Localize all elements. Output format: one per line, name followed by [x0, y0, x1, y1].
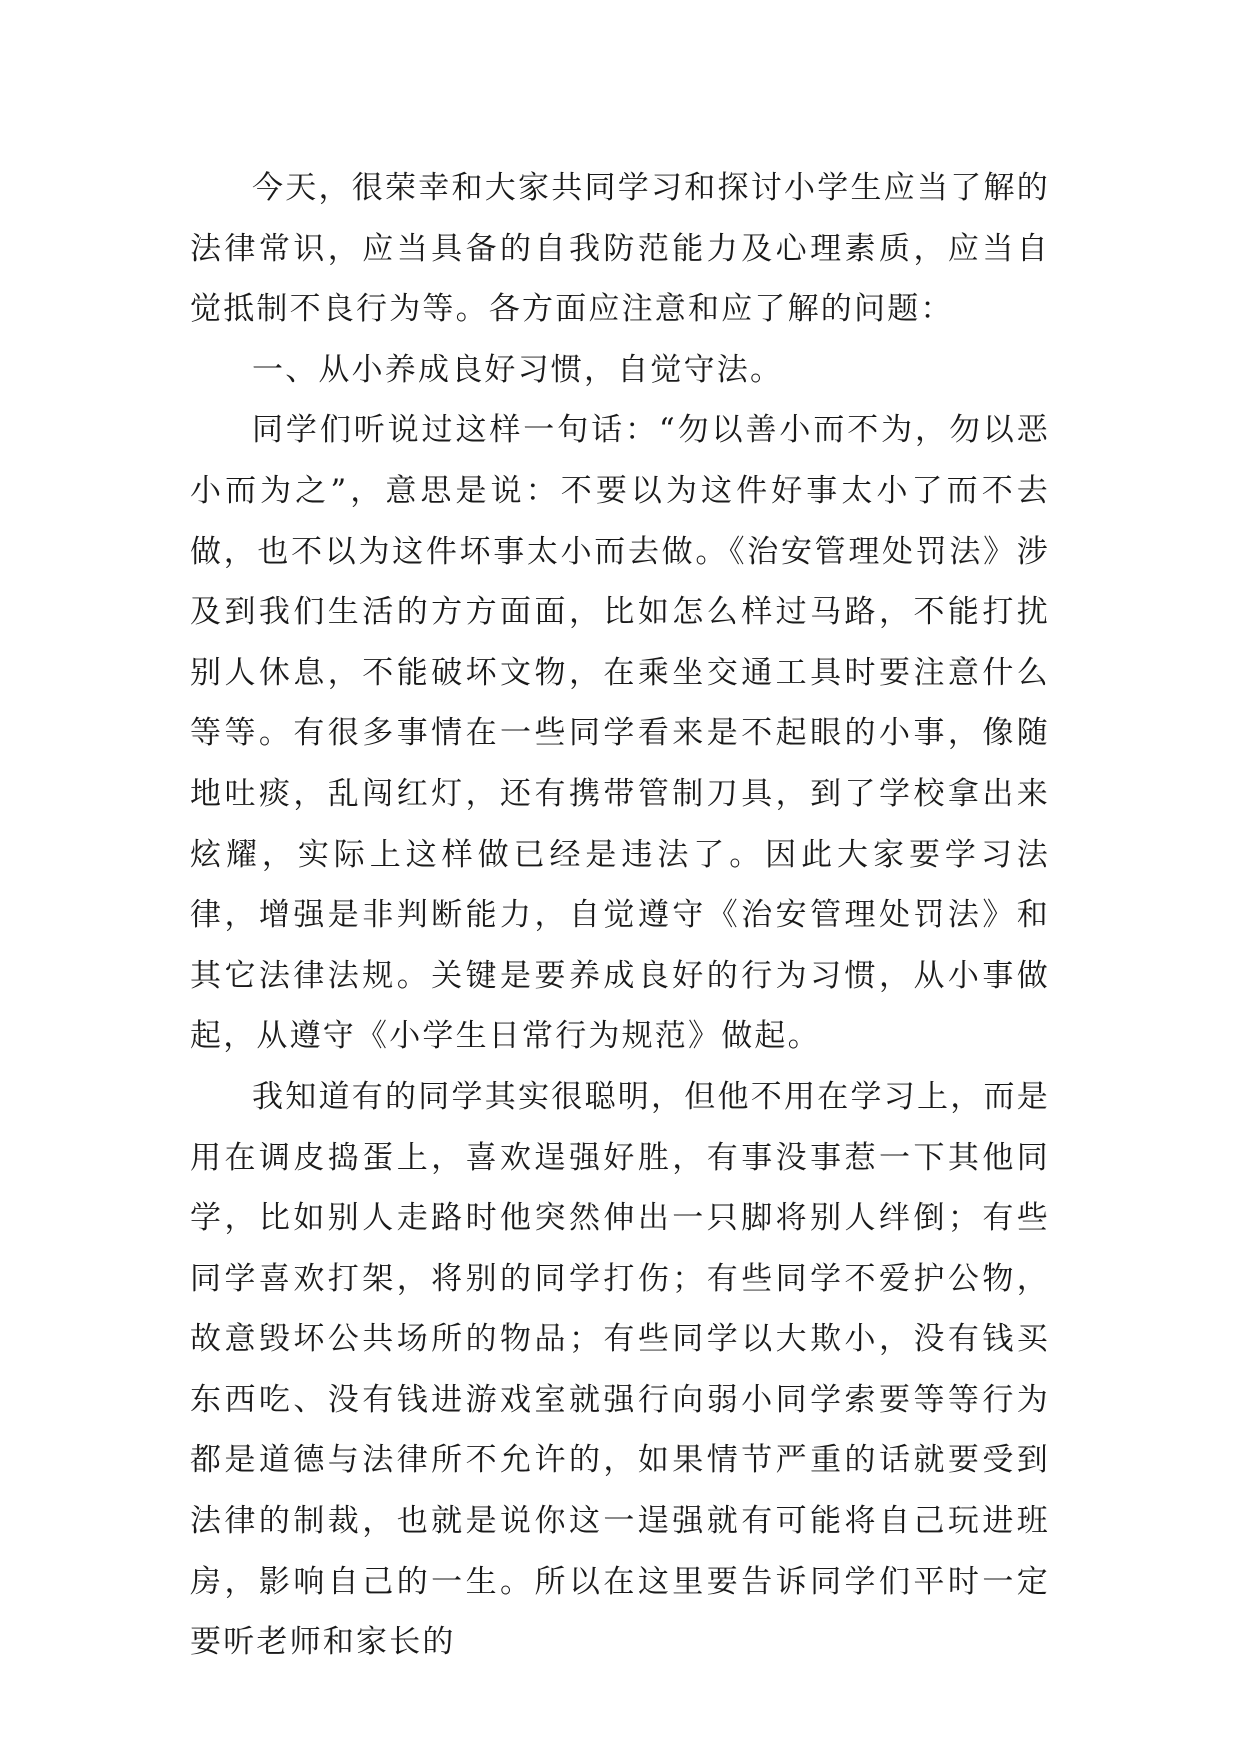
paragraph-intro: 今天，很荣幸和大家共同学习和探讨小学生应当了解的法律常识，应当具备的自我防范能力及心理素质，应当自觉抵制不良行为等。各方面应注意和应了解的问题：: [190, 170, 1050, 328]
paragraph-habits: 同学们听说过这样一句话：“勿以善小而不为，勿以恶小而为之”，意思是说：不要以为这件好事太小了而不去做，也不以为这件坏事太小而去做。《治安管理处罚法》涉及到我们生活的方方面面，比如怎么样过马路，不能打扰别人休息，不能破坏文物，在乘坐交通工具时要注意什么等等。有很多事情在一些同学看来是不起眼的小事，像随地吐痰，乱闯红灯，还有携带管制刀具，到了学校拿出来炫耀，实际上这样做已经是违法了。因此大家要学习法律，增强是非判断能力，自觉遵守《治安管理处罚法》和其它法律法规。关键是要养成良好的行为习惯，从小事做起，从遵守《小学生日常行为规范》做起。: [190, 412, 1050, 1055]
paragraph-behavior: 我知道有的同学其实很聪明，但他不用在学习上，而是用在调皮捣蛋上，喜欢逞强好胜，有事没事惹一下其他同学，比如别人走路时他突然伸出一只脚将别人绊倒；有些同学喜欢打架，将别的同学打伤；有些同学不爱护公物，故意毁坏公共场所的物品；有些同学以大欺小，没有钱买东西吃、没有钱进游戏室就强行向弱小同学索要等等行为都是道德与法律所不允许的，如果情节严重的话就要受到法律的制裁，也就是说你这一逞强就有可能将自己玩进班房，影响自己的一生。所以在这里要告诉同学们平时一定要听老师和家长的: [190, 1078, 1050, 1661]
document-body: [190, 158, 1050, 1673]
section-heading: 一、从小养成良好习惯，自觉守法。: [252, 351, 784, 388]
